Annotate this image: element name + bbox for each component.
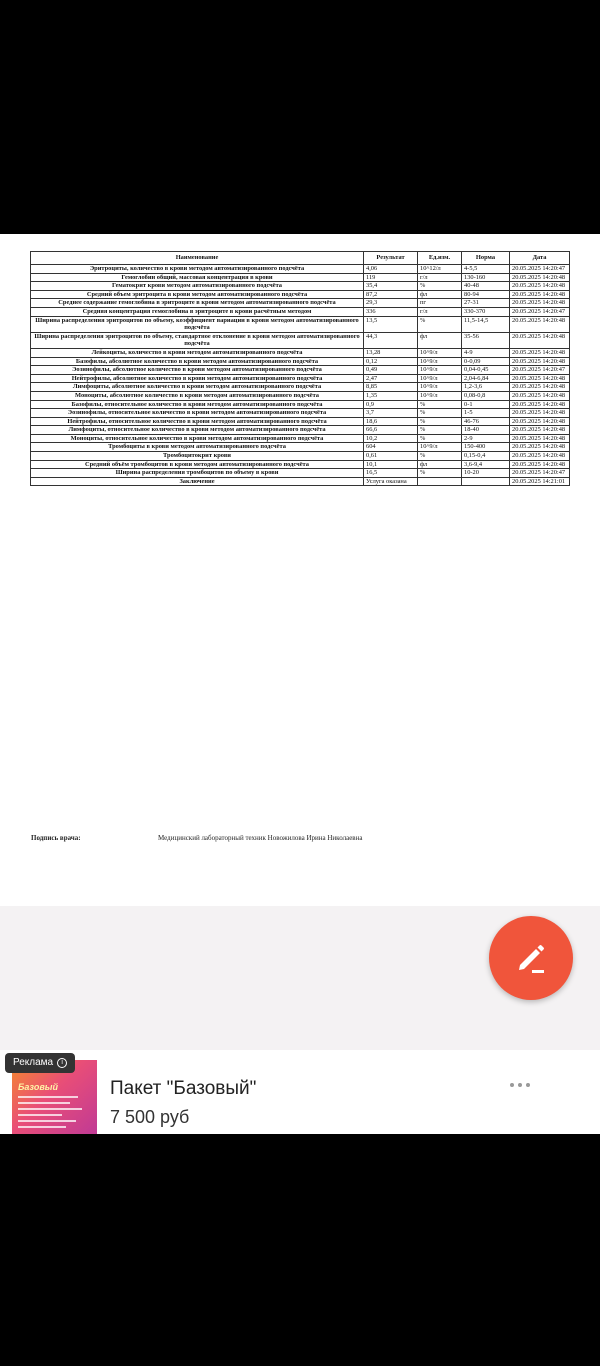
- signature-name: Медицинский лабораторный техник Новожилова Ирина Николаевна: [158, 834, 363, 842]
- cell-unit: 10^9/л: [418, 443, 462, 452]
- signature-line: [31, 834, 571, 842]
- cell-date: 20.05.2025 14:20:48: [510, 357, 570, 366]
- table-row: [31, 400, 570, 409]
- cell-result: 0,49: [364, 366, 418, 375]
- cell-name: Лейкоциты, количество в крови методом автоматизированного подсчёта: [31, 348, 364, 357]
- thumbnail-text-line: [18, 1120, 76, 1122]
- cell-name: Эозинофилы, абсолютное количество в крови методом автоматизированного подсчёта: [31, 366, 364, 375]
- ad-label: [5, 1053, 75, 1073]
- cell-name: Средняя концентрация гемоглобина в эритроците в крови расчётным методом: [31, 307, 364, 316]
- table-row: [31, 417, 570, 426]
- cell-name: Моноциты, относительное количество в крови методом автоматизированного подсчёта: [31, 434, 364, 443]
- thumbnail-text-line: [18, 1114, 62, 1116]
- cell-name: Базофилы, абсолютное количество в крови методом автоматизированного подсчёта: [31, 357, 364, 366]
- cell-date: 20.05.2025 14:20:48: [510, 452, 570, 461]
- thumbnail-text-line: [18, 1108, 82, 1110]
- cell-unit: г/л: [418, 273, 462, 282]
- cell-name: Лимфоциты, абсолютное количество в крови методом автоматизированного подсчёта: [31, 383, 364, 392]
- cell-date: 20.05.2025 14:20:48: [510, 460, 570, 469]
- table-row: [31, 477, 570, 486]
- cell-unit: [418, 477, 462, 486]
- cell-name: Эозинофилы, относительное количество в крови методом автоматизированного подсчёта: [31, 409, 364, 418]
- document-image: [0, 234, 600, 906]
- cell-unit: %: [418, 426, 462, 435]
- cell-name: Лимфоциты, относительное количество в крови методом автоматизированного подсчёта: [31, 426, 364, 435]
- table-row: [31, 265, 570, 274]
- cell-result: 1,35: [364, 391, 418, 400]
- cell-unit: фл: [418, 290, 462, 299]
- cell-date: 20.05.2025 14:20:48: [510, 316, 570, 332]
- cell-unit: 10^9/л: [418, 383, 462, 392]
- cell-unit: 10^9/л: [418, 357, 462, 366]
- cell-unit: фл: [418, 460, 462, 469]
- cell-date: 20.05.2025 14:20:48: [510, 282, 570, 291]
- cell-result: 66,6: [364, 426, 418, 435]
- cell-result: 2,47: [364, 374, 418, 383]
- cell-unit: %: [418, 434, 462, 443]
- ad-label-text: Реклама: [13, 1057, 54, 1068]
- table-row: [31, 443, 570, 452]
- thumbnail-text-line: [18, 1102, 70, 1104]
- cell-norm: 130-160: [462, 273, 510, 282]
- cell-result: 8,85: [364, 383, 418, 392]
- cell-unit: 10^9/л: [418, 348, 462, 357]
- cell-result: 44,3: [364, 332, 418, 348]
- cell-result: 16,5: [364, 469, 418, 478]
- cell-name: Гемоглобин общий, массовая концентрация в крови: [31, 273, 364, 282]
- cell-name: Ширина распределения тромбоцитов по объему в крови: [31, 469, 364, 478]
- cell-norm: 3,6-9,4: [462, 460, 510, 469]
- table-row: [31, 316, 570, 332]
- cell-name: Моноциты, абсолютное количество в крови методом автоматизированного подсчёта: [31, 391, 364, 400]
- cell-date: 20.05.2025 14:20:48: [510, 290, 570, 299]
- cell-norm: 10-20: [462, 469, 510, 478]
- cell-date: 20.05.2025 14:20:48: [510, 417, 570, 426]
- cell-result: 0,12: [364, 357, 418, 366]
- pencil-icon: [511, 938, 551, 978]
- thumbnail-text-line: [18, 1126, 66, 1128]
- cell-date: 20.05.2025 14:20:48: [510, 273, 570, 282]
- cell-date: 20.05.2025 14:20:48: [510, 434, 570, 443]
- table-row: [31, 409, 570, 418]
- cell-norm: 0,04-0,45: [462, 366, 510, 375]
- cell-name: Средний объем эритроцита в крови методом автоматизированного подсчёта: [31, 290, 364, 299]
- cell-norm: 2,04-6,84: [462, 374, 510, 383]
- cell-name: Нейтрофилы, относительное количество в крови методом автоматизированного подсчёта: [31, 417, 364, 426]
- edit-button[interactable]: [489, 916, 573, 1000]
- table-row: [31, 348, 570, 357]
- cell-name: Тромбоциты в крови методом автоматизированного подсчёта: [31, 443, 364, 452]
- header-unit: Ед.изм.: [418, 252, 462, 265]
- cell-name: Эритроциты, количество в крови методом автоматизированного подсчёта: [31, 265, 364, 274]
- table-row: [31, 332, 570, 348]
- cell-result: 10,2: [364, 434, 418, 443]
- cell-name: Нейтрофилы, абсолютное количество в крови методом автоматизированного подсчёта: [31, 374, 364, 383]
- cell-unit: %: [418, 282, 462, 291]
- cell-unit: 10^12/л: [418, 265, 462, 274]
- cell-norm: 150-400: [462, 443, 510, 452]
- cell-unit: фл: [418, 332, 462, 348]
- cell-date: 20.05.2025 14:20:48: [510, 400, 570, 409]
- cell-norm: 80-94: [462, 290, 510, 299]
- table-body: [31, 265, 570, 486]
- table-row: [31, 434, 570, 443]
- cell-unit: пг: [418, 299, 462, 308]
- cell-date: 20.05.2025 14:20:48: [510, 426, 570, 435]
- cell-date: 20.05.2025 14:20:48: [510, 299, 570, 308]
- cell-name: Ширина распределения эритроцитов по объему, стандартное отклонение в крови методом автоматизированного подсчёта: [31, 332, 364, 348]
- cell-norm: 0,15-0,4: [462, 452, 510, 461]
- cell-norm: 0-0,09: [462, 357, 510, 366]
- cell-date: 20.05.2025 14:20:47: [510, 366, 570, 375]
- cell-unit: %: [418, 452, 462, 461]
- cell-result: 3,7: [364, 409, 418, 418]
- table-row: [31, 299, 570, 308]
- cell-norm: 35-56: [462, 332, 510, 348]
- ad-price: 7 500 руб: [110, 1107, 190, 1127]
- cell-unit: %: [418, 417, 462, 426]
- cell-date: 20.05.2025 14:20:48: [510, 391, 570, 400]
- cell-norm: 2-9: [462, 434, 510, 443]
- cell-name: Среднее содержание гемоглобина в эритроците в крови методом автоматизированного подсчёта: [31, 299, 364, 308]
- table-row: [31, 469, 570, 478]
- cell-norm: 0-1: [462, 400, 510, 409]
- cell-norm: 4-5,5: [462, 265, 510, 274]
- cell-date: 20.05.2025 14:20:48: [510, 332, 570, 348]
- cell-result: 0,61: [364, 452, 418, 461]
- cell-name: Базофилы, относительное количество в крови методом автоматизированного подсчёта: [31, 400, 364, 409]
- cell-unit: 10^9/л: [418, 374, 462, 383]
- cell-norm: 1-5: [462, 409, 510, 418]
- cell-unit: 10^9/л: [418, 366, 462, 375]
- header-result: Результат: [364, 252, 418, 265]
- cell-date: 20.05.2025 14:20:47: [510, 265, 570, 274]
- cell-name: Гематокрит крови методом автоматизированного подсчёта: [31, 282, 364, 291]
- cell-date: 20.05.2025 14:20:47: [510, 307, 570, 316]
- table-row: [31, 452, 570, 461]
- cell-result: Услуга оказана: [364, 477, 418, 486]
- cell-norm: 330-370: [462, 307, 510, 316]
- table-row: [31, 426, 570, 435]
- cell-unit: %: [418, 409, 462, 418]
- cell-unit: %: [418, 469, 462, 478]
- header-name: Наименование: [31, 252, 364, 265]
- cell-norm: 18-40: [462, 426, 510, 435]
- cell-unit: г/л: [418, 307, 462, 316]
- cell-norm: [462, 477, 510, 486]
- cell-result: 336: [364, 307, 418, 316]
- cell-date: 20.05.2025 14:20:48: [510, 348, 570, 357]
- cell-result: 10,1: [364, 460, 418, 469]
- cell-norm: 0,08-0,8: [462, 391, 510, 400]
- cell-norm: 27-31: [462, 299, 510, 308]
- header-norm: Норма: [462, 252, 510, 265]
- cell-result: 119: [364, 273, 418, 282]
- cell-date: 20.05.2025 14:21:01: [510, 477, 570, 486]
- cell-name: Заключение: [31, 477, 364, 486]
- signature-label: Подпись врача:: [31, 834, 81, 842]
- header-date: Дата: [510, 252, 570, 265]
- cell-norm: 4-9: [462, 348, 510, 357]
- results-table: [30, 251, 570, 486]
- cell-result: 35,4: [364, 282, 418, 291]
- cell-date: 20.05.2025 14:20:48: [510, 443, 570, 452]
- cell-name: Ширина распределения эритроцитов по объему, коэффициент вариации в крови методом автоматизированного подсчёта: [31, 316, 364, 332]
- cell-norm: 1,2-3,6: [462, 383, 510, 392]
- cell-unit: 10^9/л: [418, 391, 462, 400]
- cell-unit: %: [418, 316, 462, 332]
- cell-result: 29,3: [364, 299, 418, 308]
- table-row: [31, 357, 570, 366]
- table-row: [31, 383, 570, 392]
- thumbnail-text-line: [18, 1096, 78, 1098]
- top-black-area: [0, 0, 600, 234]
- cell-unit: %: [418, 400, 462, 409]
- table-row: [31, 366, 570, 375]
- table-row: [31, 282, 570, 291]
- bottom-black-area: [0, 1134, 600, 1366]
- cell-result: 18,6: [364, 417, 418, 426]
- table-row: [31, 290, 570, 299]
- table-row: [31, 460, 570, 469]
- cell-result: 87,2: [364, 290, 418, 299]
- cell-name: Тромбоцитокрит крови: [31, 452, 364, 461]
- cell-name: Средний объём тромбоцитов в крови методом автоматизированного подсчёта: [31, 460, 364, 469]
- cell-norm: 40-48: [462, 282, 510, 291]
- ad-thumbnail-title: Базовый: [18, 1082, 58, 1092]
- info-icon[interactable]: i: [57, 1058, 67, 1068]
- cell-result: 4,06: [364, 265, 418, 274]
- cell-result: 0,9: [364, 400, 418, 409]
- table-row: [31, 273, 570, 282]
- cell-result: 604: [364, 443, 418, 452]
- table-row: [31, 307, 570, 316]
- cell-date: 20.05.2025 14:20:48: [510, 409, 570, 418]
- table-header-row: [31, 252, 570, 265]
- cell-date: 20.05.2025 14:20:48: [510, 374, 570, 383]
- table-row: [31, 391, 570, 400]
- cell-date: 20.05.2025 14:20:47: [510, 469, 570, 478]
- cell-norm: 11,5-14,5: [462, 316, 510, 332]
- ad-title[interactable]: Пакет "Базовый": [110, 1078, 257, 1099]
- table-row: [31, 374, 570, 383]
- cell-result: 13,28: [364, 348, 418, 357]
- cell-date: 20.05.2025 14:20:48: [510, 383, 570, 392]
- cell-norm: 46-76: [462, 417, 510, 426]
- more-options-icon[interactable]: [505, 1078, 535, 1092]
- cell-result: 13,5: [364, 316, 418, 332]
